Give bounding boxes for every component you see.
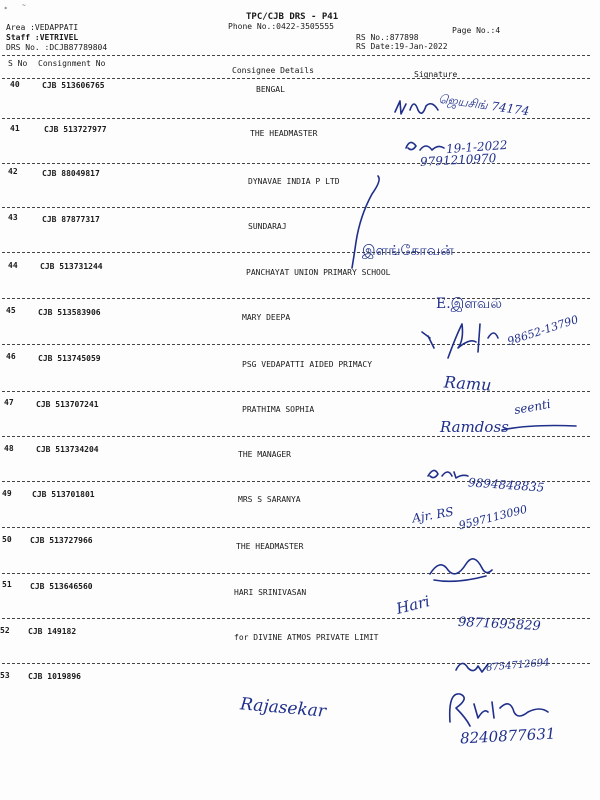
row-consignment: CJB 513707241 — [36, 400, 99, 409]
handwritten-phone: 9894848835 — [467, 475, 545, 495]
row-sno: 51 — [2, 580, 12, 589]
handwritten-phone: 8240877631 — [459, 724, 556, 748]
row-consignment: CJB 513731244 — [40, 262, 103, 271]
handwritten-phone: 9871695829 — [457, 614, 542, 635]
row-divider — [2, 573, 590, 574]
row-sno: 52 — [0, 626, 10, 635]
row-consignment: CJB 88049817 — [42, 169, 100, 178]
row-divider — [2, 252, 590, 253]
col-consignment: Consignment No — [38, 59, 106, 68]
row-consignee: MRS S SARANYA — [238, 495, 301, 504]
rs-number: RS No.:877898 — [356, 33, 419, 42]
row-consignment: CJB 87877317 — [42, 215, 100, 224]
signature — [444, 682, 574, 730]
row-consignee: PSG VEDAPATTI AIDED PRIMACY — [242, 360, 373, 369]
row-sno: 47 — [4, 398, 14, 407]
phone-number: Phone No.:0422-3505555 — [228, 22, 334, 31]
row-divider — [2, 527, 590, 528]
handwritten-phone: 98652-13790 — [505, 312, 580, 349]
row-consignment: CJB 513745059 — [38, 354, 101, 363]
row-consignment: CJB 513734204 — [36, 445, 99, 454]
row-consignee: THE MANAGER — [238, 450, 291, 459]
handwritten-phone: 9597113090 — [457, 502, 529, 533]
signature — [418, 318, 508, 362]
corner-mark-2: ~ — [22, 2, 26, 9]
handwritten-name: இளங்கோவன் — [362, 243, 454, 259]
row-divider — [2, 163, 590, 164]
rs-date: RS Date:19-Jan-2022 — [356, 42, 448, 51]
row-consignment: CJB 513701801 — [32, 490, 95, 499]
row-consignment: CJB 513646560 — [30, 582, 93, 591]
divider — [2, 78, 590, 79]
handwritten-name: Ajr. RS — [411, 504, 455, 526]
document-title: TPC/CJB DRS - P41 — [246, 12, 339, 22]
row-sno: 50 — [2, 535, 12, 544]
row-consignment: CJB 149182 — [28, 627, 77, 636]
handwritten-note: seenti — [513, 396, 552, 418]
page-number: Page No.:4 — [452, 26, 501, 35]
row-consignee: SUNDARAJ — [248, 222, 287, 231]
row-consignee: HARI SRINIVASAN — [234, 588, 307, 597]
handwritten-date: 19-1-2022 — [445, 137, 508, 157]
row-consignment: CJB 513727966 — [30, 536, 93, 545]
row-sno: 53 — [0, 671, 10, 680]
col-sno: S No — [8, 59, 28, 68]
row-sno: 49 — [2, 489, 12, 498]
divider — [2, 55, 590, 56]
handwritten-phone: 8754712694 — [485, 657, 550, 674]
row-consignment: CJB 513583906 — [38, 308, 101, 317]
row-consignment: CJB 513606765 — [42, 81, 105, 90]
row-sno: 42 — [8, 167, 18, 176]
row-sno: 45 — [6, 306, 16, 315]
handwritten-name: E.இளவல் — [436, 296, 502, 312]
row-consignment: CJB 513727977 — [44, 125, 107, 134]
row-divider — [2, 118, 590, 119]
row-consignee: MARY DEEPA — [242, 313, 291, 322]
row-consignee: THE HEADMASTER — [236, 542, 304, 551]
drs-number: DRS No. :DCJB87789804 — [6, 43, 108, 52]
handwritten-name: Ramdoss — [440, 418, 509, 436]
col-signature: Signature — [414, 70, 458, 79]
row-divider — [2, 391, 590, 392]
handwritten-name: Rajasekar — [239, 694, 327, 722]
row-consignee: for DIVINE ATMOS PRIVATE LIMIT — [234, 633, 379, 642]
signature — [426, 540, 496, 584]
row-sno: 48 — [4, 444, 14, 453]
row-consignee: DYNAVAE INDIA P LTD — [248, 177, 340, 186]
signature — [424, 462, 470, 484]
signature — [392, 96, 442, 120]
signature-underline — [500, 418, 580, 434]
row-consignee: BENGAL — [256, 85, 285, 94]
corner-mark: * — [4, 6, 8, 13]
row-sno: 40 — [10, 80, 20, 89]
row-consignment: CJB 1019896 — [28, 672, 81, 681]
row-consignee: PRATHIMA SOPHIA — [242, 405, 315, 414]
handwritten-name: Hari — [394, 592, 432, 618]
handwritten-phone: 9791210970 — [419, 151, 497, 169]
col-consignee: Consignee Details — [232, 66, 314, 75]
row-sno: 46 — [6, 352, 16, 361]
row-sno: 41 — [10, 124, 20, 133]
row-divider — [2, 436, 590, 437]
row-consignee: THE HEADMASTER — [250, 129, 318, 138]
handwritten-name: Ramu — [443, 372, 493, 395]
staff-label: Staff :VETRIVEL — [6, 33, 79, 42]
handwritten-note: ஜெயசிங் 74174 — [437, 91, 531, 119]
row-sno: 44 — [8, 261, 18, 270]
row-consignee: PANCHAYAT UNION PRIMARY SCHOOL — [246, 268, 391, 277]
row-divider — [2, 207, 590, 208]
row-sno: 43 — [8, 213, 18, 222]
area-label: Area :VEDAPPATI — [6, 23, 79, 32]
